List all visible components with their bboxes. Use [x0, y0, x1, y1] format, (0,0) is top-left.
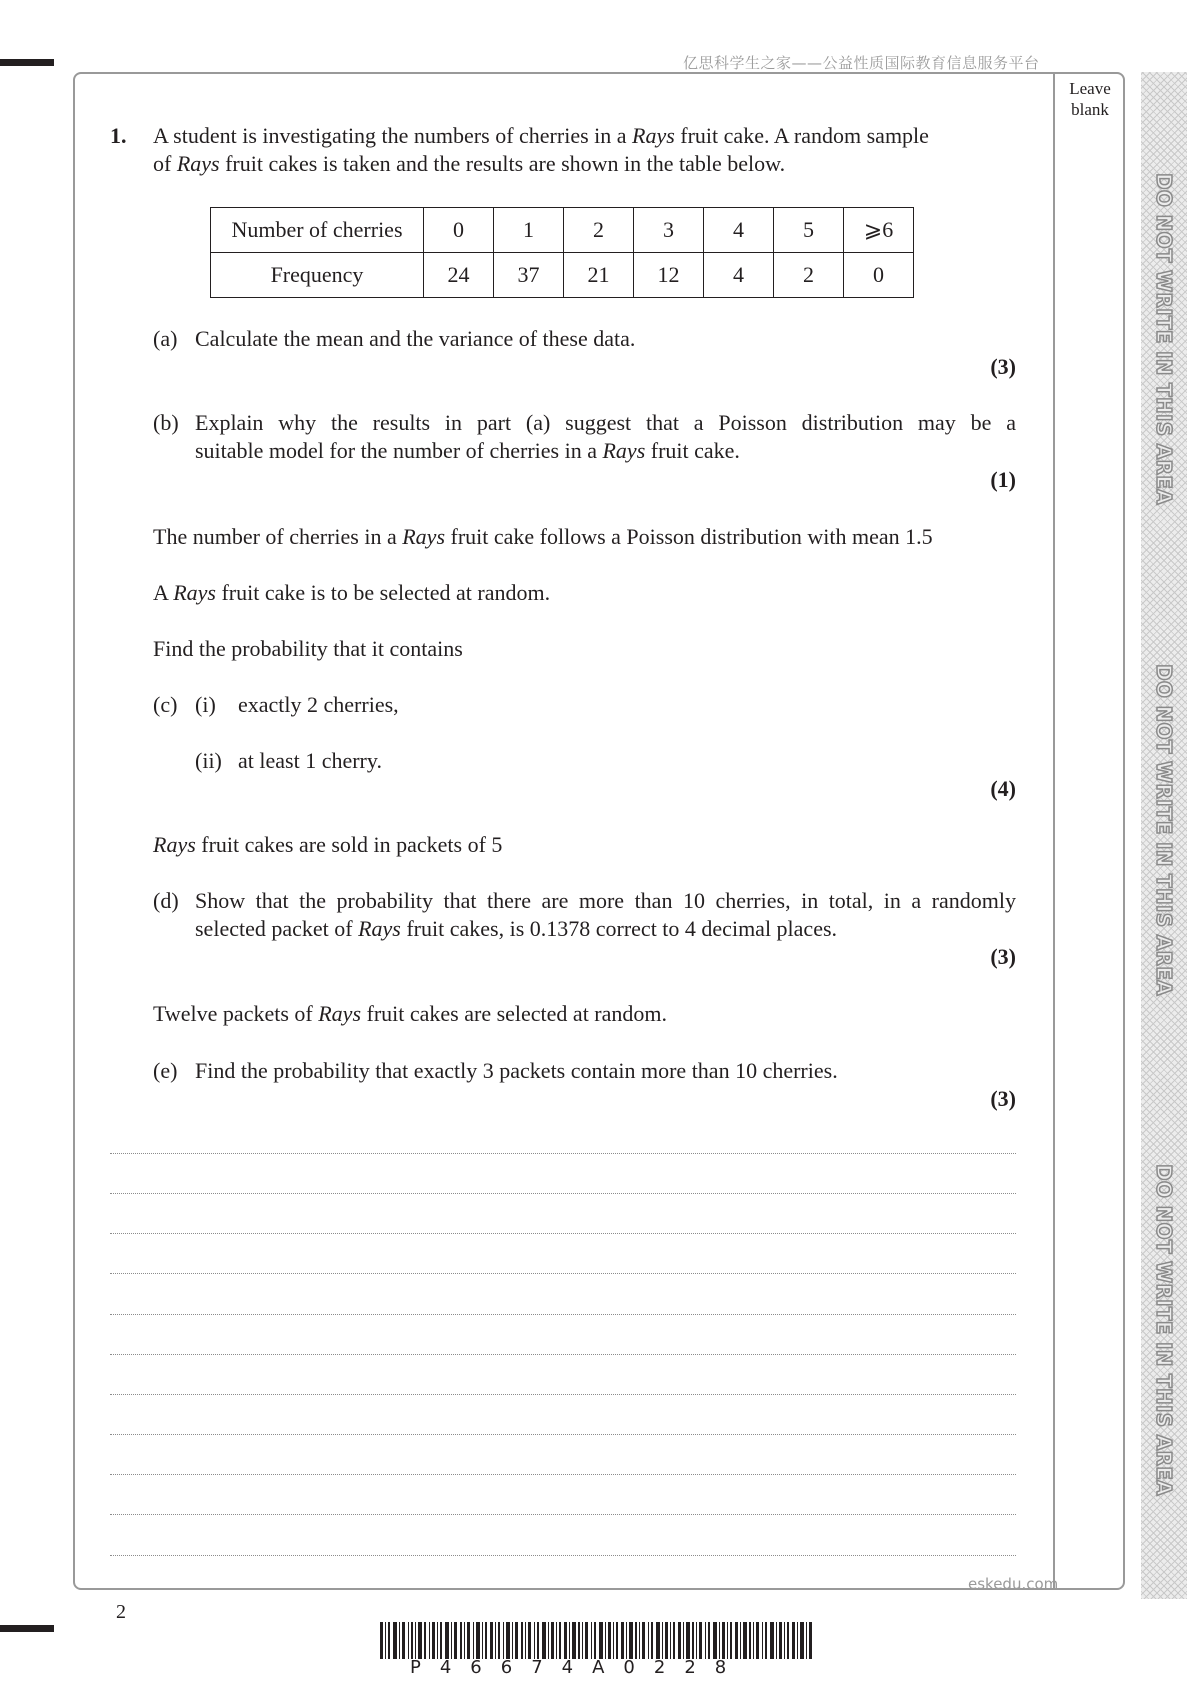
part-b-text-line-2: suitable model for the number of cherries in a Rays fruit cake. [195, 438, 740, 463]
table-cell: 2 [564, 208, 634, 253]
cherries-frequency-table [210, 207, 914, 298]
answer-line[interactable] [110, 1314, 1016, 1315]
packets-statement: Rays fruit cakes are sold in packets of 5 [153, 832, 503, 857]
top-edge-mark [0, 59, 54, 66]
part-c-ii-text: at least 1 cherry. [238, 748, 382, 773]
answer-line[interactable] [110, 1474, 1016, 1475]
table-row [211, 253, 914, 298]
barcode-icon [380, 1622, 812, 1659]
table-cell: 5 [774, 208, 844, 253]
header-watermark: 亿思科学生之家——公益性质国际教育信息服务平台 [683, 54, 1040, 72]
leave-blank-divider [1053, 73, 1055, 1589]
part-d-label: (d) [153, 888, 179, 913]
part-b-label: (b) [153, 410, 179, 435]
part-d-marks: (3) [990, 944, 1016, 969]
answer-line[interactable] [110, 1394, 1016, 1395]
table-header-frequency: Frequency [211, 253, 424, 298]
table-cell: 1 [494, 208, 564, 253]
table-cell: 12 [634, 253, 704, 298]
part-b-text-line-1: Explain why the results in part (a) suggest that a Poisson distribution may be a [195, 410, 1016, 435]
part-d-text-line-1: Show that the probability that there are more than 10 cherries, in total, in a randomly [195, 888, 1016, 913]
part-c-marks: (4) [990, 776, 1016, 801]
table-cell: 0 [844, 253, 914, 298]
random-selection-statement: A Rays fruit cake is to be selected at random. [153, 580, 551, 605]
table-cell: 4 [704, 208, 774, 253]
part-c-i-label: (i) [195, 692, 216, 717]
part-a-text: Calculate the mean and the variance of these data. [195, 326, 636, 351]
part-c-i-text: exactly 2 cherries, [238, 692, 399, 717]
do-not-write-label-bottom: DO NOT WRITE IN THIS AREA [1152, 1164, 1176, 1496]
twelve-packets-statement: Twelve packets of Rays fruit cakes are selected at random. [153, 1001, 668, 1026]
question-intro-line-2: of Rays fruit cakes is taken and the results are shown in the table below. [153, 151, 786, 176]
table-cell: 2 [774, 253, 844, 298]
answer-line[interactable] [110, 1555, 1016, 1556]
part-e-label: (e) [153, 1058, 178, 1083]
table-cell: ⩾6 [844, 208, 914, 253]
find-probability-statement: Find the probability that it contains [153, 636, 463, 661]
answer-line[interactable] [110, 1514, 1016, 1515]
answer-line[interactable] [110, 1193, 1016, 1194]
table-cell: 3 [634, 208, 704, 253]
part-e-marks: (3) [990, 1086, 1016, 1111]
table-cell: 37 [494, 253, 564, 298]
answer-line[interactable] [110, 1273, 1016, 1274]
table-cell: 24 [424, 253, 494, 298]
do-not-write-label-middle: DO NOT WRITE IN THIS AREA [1152, 664, 1176, 996]
answer-line[interactable] [110, 1354, 1016, 1355]
poisson-statement: The number of cherries in a Rays fruit cake follows a Poisson distribution with mean 1.5 [153, 524, 933, 549]
site-watermark: eskedu.com [968, 1575, 1059, 1593]
part-c-label: (c) [153, 692, 178, 717]
page-number: 2 [116, 1601, 126, 1623]
table-cell: 21 [564, 253, 634, 298]
table-cell: 4 [704, 253, 774, 298]
do-not-write-label-top: DO NOT WRITE IN THIS AREA [1152, 173, 1176, 505]
bottom-edge-mark [0, 1625, 54, 1632]
barcode-number: P46674A0228 [410, 1657, 746, 1678]
table-header-cherries: Number of cherries [211, 208, 424, 253]
leave-blank-label: Leave blank [1069, 79, 1111, 119]
answer-line[interactable] [110, 1233, 1016, 1234]
answer-line[interactable] [110, 1153, 1016, 1154]
part-d-text-line-2: selected packet of Rays fruit cakes, is 0.1378 correct to 4 decimal places. [195, 916, 838, 941]
part-a-label: (a) [153, 326, 178, 351]
part-a-marks: (3) [990, 354, 1016, 379]
question-intro-line-1: A student is investigating the numbers of cherries in a Rays fruit cake. A random sample [153, 123, 929, 148]
table-row [211, 208, 914, 253]
question-number: 1. [110, 123, 127, 148]
part-c-ii-label: (ii) [195, 748, 222, 773]
answer-line[interactable] [110, 1434, 1016, 1435]
part-b-marks: (1) [990, 467, 1016, 492]
table-cell: 0 [424, 208, 494, 253]
part-e-text: Find the probability that exactly 3 packets contain more than 10 cherries. [195, 1058, 838, 1083]
